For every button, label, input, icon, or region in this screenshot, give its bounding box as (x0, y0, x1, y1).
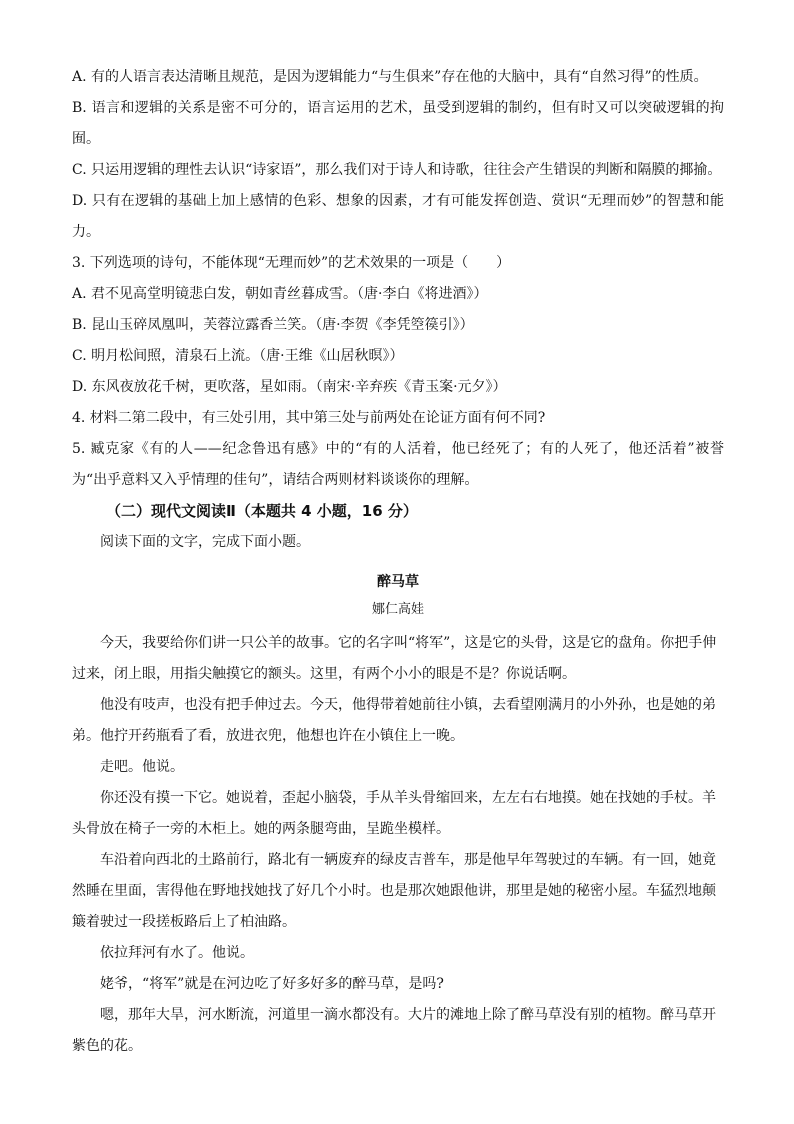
option-a-prev: A. 有的人语言表达清晰且规范，是因为逻辑能力“与生俱来”存在他的大脑中，具有“自然习得”的性质。 (72, 69, 708, 85)
question-3-stem-close: ） (496, 255, 511, 271)
question-3-stem-text: 3. 下列选项的诗句，不能体现“无理而妙”的艺术效果的一项是（ (72, 255, 469, 271)
question-3-option-c: C. 明月松间照，清泉石上流。（唐·王维《山居秋暝》） (72, 348, 404, 364)
story-paragraph: 走吧。他说。 (100, 759, 184, 775)
question-3-option-b: B. 昆山玉碎凤凰叫，芙蓉泣露香兰笑。（唐·李贺《李凭箜篌引》） (72, 317, 474, 333)
question-3-option-d: D. 东风夜放花千树，更吹落，星如雨。（南宋·辛弃疾《青玉案·元夕》） (72, 379, 507, 395)
story-paragraph: 姥爷，“将军”就是在河边吃了好多好多的醉马草，是吗? (100, 976, 444, 992)
option-d-prev: D. 只有在逻辑的基础上加上感情的色彩、想象的因素，才有可能发挥创造、赏识“无理而妙”的智慧和能力。 (72, 193, 724, 240)
story-paragraph: 依拉拜河有水了。他说。 (100, 945, 254, 961)
story-author: 娜仁高娃 (371, 602, 424, 617)
story-paragraph: 他没有吱声，也没有把手伸过去。今天，他得带着她前往小镇，去看望刚满月的小外孙，也是她的弟弟。他拧开药瓶看了看，放进衣兜，他想也许在小镇住上一晚。 (72, 697, 716, 744)
option-c-prev: C. 只运用逻辑的理性去认识“诗家语”，那么我们对于诗人和诗歌，往往会产生错误的判断和隔膜的揶揄。 (72, 162, 722, 178)
question-3-stem (72, 248, 724, 279)
option-b-prev: B. 语言和逻辑的关系是密不可分的，语言运用的艺术，虽受到逻辑的制约，但有时又可以突破逻辑的拘囿。 (72, 100, 724, 147)
section-instruction: 阅读下面的文字，完成下面小题。 (100, 534, 310, 550)
section-heading: （二）现代文阅读Ⅱ（本题共 4 小题，16 分） (106, 502, 418, 520)
story-paragraph: 车沿着向西北的土路前行，路北有一辆废弃的绿皮吉普车，那是他早年驾驶过的车辆。有一回，她竟然睡在里面，害得他在野地找她找了好几个小时。也是那次她跟他讲，那里是她的秘密小屋。车猛烈地颠簸着驶过一段搓板路后上了柏油路。 (72, 852, 716, 930)
question-5: 5. 臧克家《有的人——纪念鲁迅有感》中的“有的人活着，他已经死了；有的人死了，他还活着”被誉为“出乎意料又入乎情理的佳句”，请结合两则材料谈谈你的理解。 (72, 441, 724, 488)
question-3-option-a: A. 君不见高堂明镜悲白发，朝如青丝暮成雪。（唐·李白《将进酒》） (72, 286, 488, 302)
question-4: 4. 材料二第二段中，有三处引用，其中第三处与前两处在论证方面有何不同? (72, 410, 546, 426)
story-paragraph: 今天，我要给你们讲一只公羊的故事。它的名字叫“将军”，这是它的头骨，这是它的盘角。你把手伸过来，闭上眼，用指尖触摸它的额头。这里，有两个小小的眼是不是？你说话啊。 (72, 635, 717, 682)
story-title: 醉马草 (377, 574, 419, 590)
story-paragraph: 嗯，那年大旱，河水断流，河道里一滴水都没有。大片的滩地上除了醉马草没有别的植物。醉马草开紫色的花。 (72, 1007, 716, 1054)
story-paragraph: 你还没有摸一下它。她说着，歪起小脑袋，手从羊头骨缩回来，左左右右地摸。她在找她的手杖。羊头骨放在椅子一旁的木柜上。她的两条腿弯曲，呈跪坐模样。 (72, 790, 716, 837)
